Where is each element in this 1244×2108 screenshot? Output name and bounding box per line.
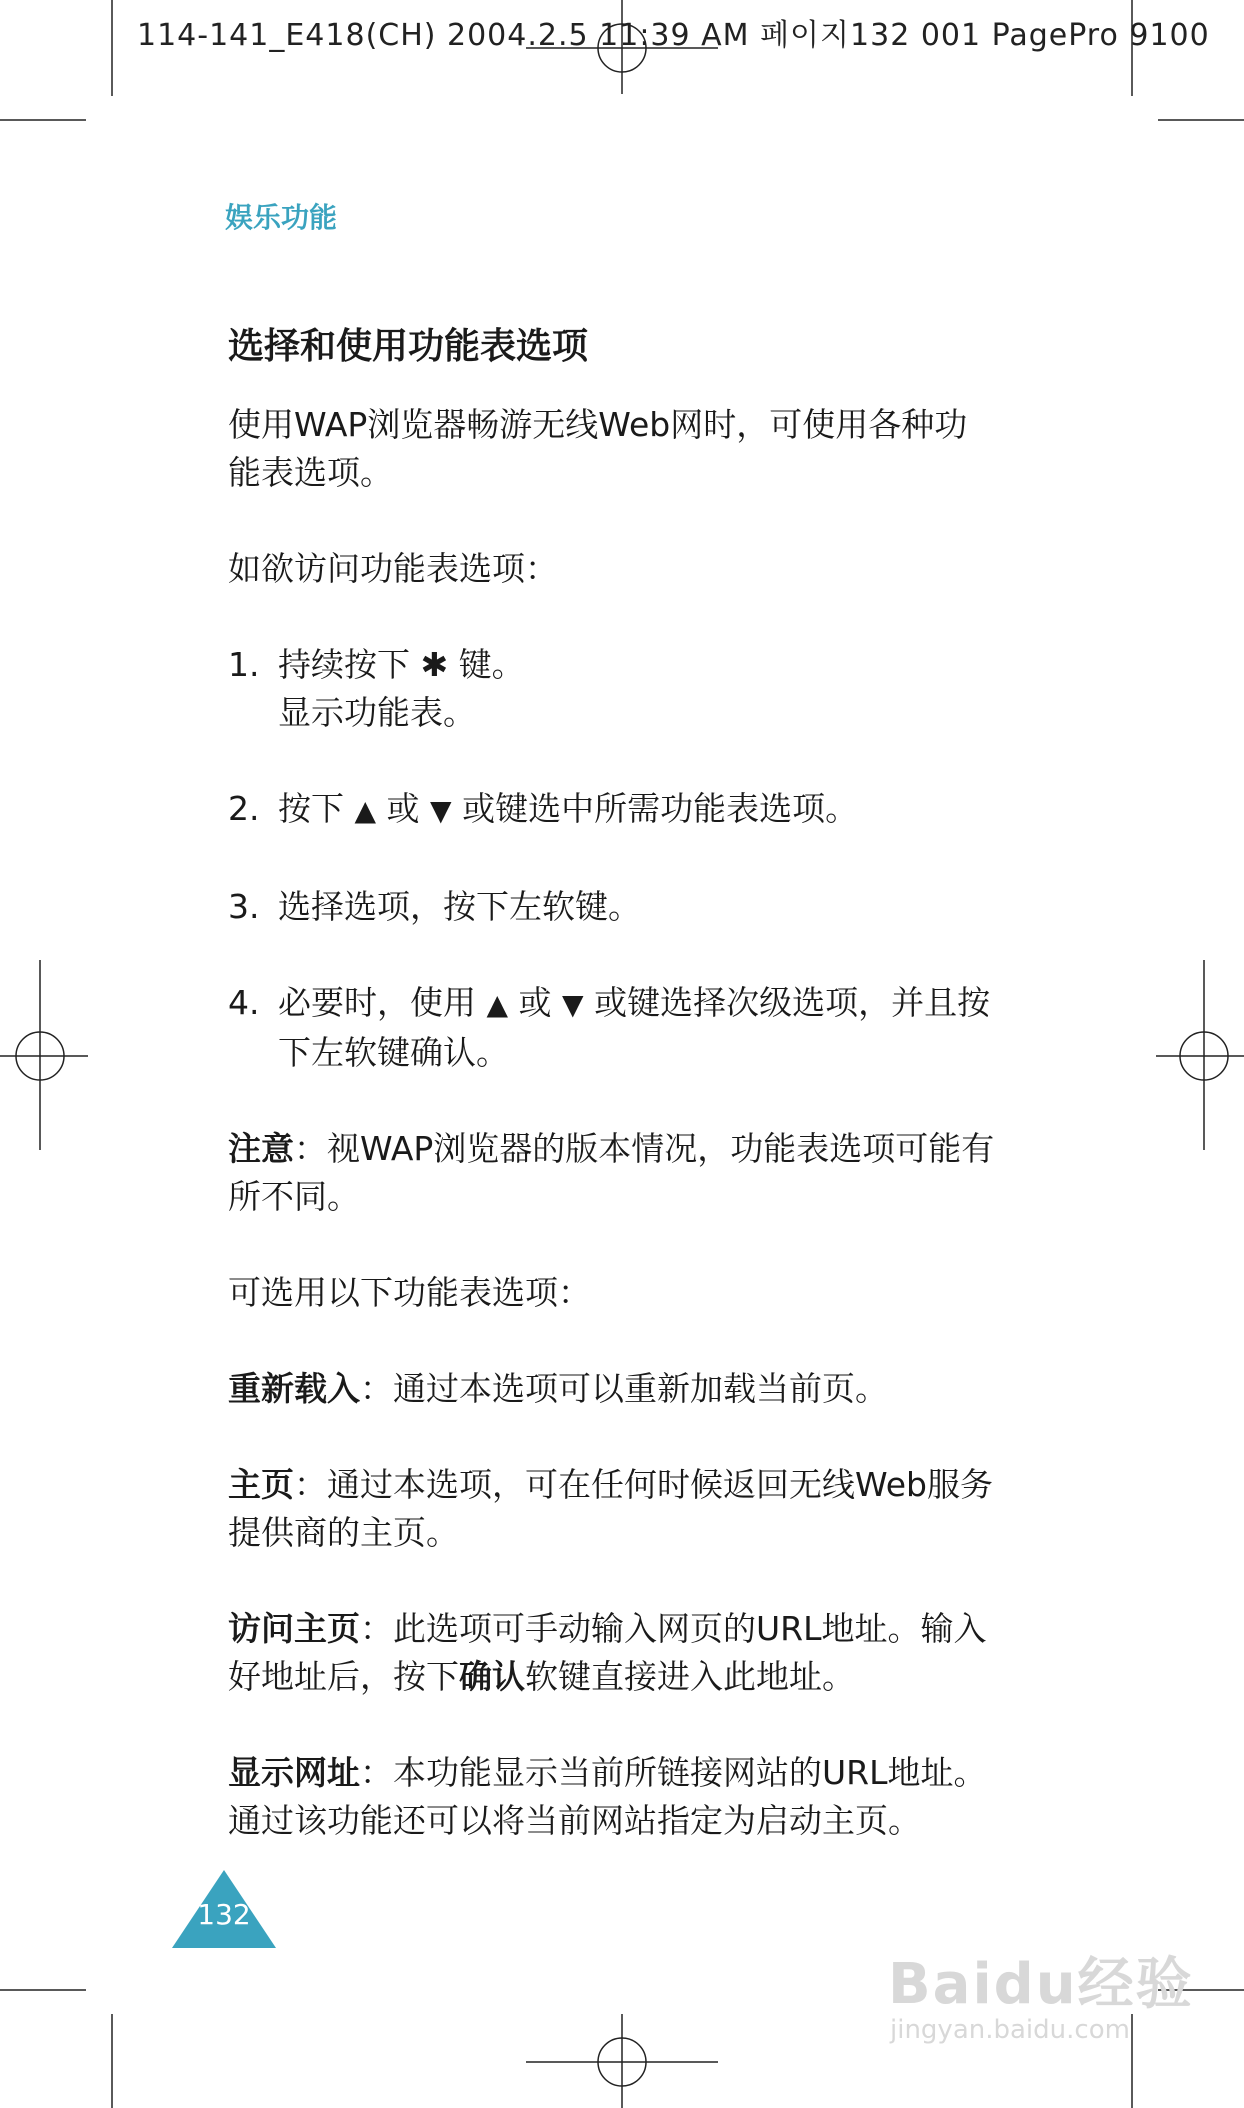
step-number: 4.: [228, 983, 260, 1022]
document-body: [228, 323, 998, 1893]
note-label: 注意: [228, 1129, 294, 1168]
intro-paragraph: 使用WAP浏览器畅游无线Web网时，可使用各种功能表选项。: [228, 405, 968, 492]
option-label: 重新载入: [228, 1369, 360, 1408]
step-text: 或: [386, 789, 420, 828]
option-text: ：此选项可手动输入网页的URL地址。输入好地址后，按下: [228, 1609, 987, 1696]
step-number: 1.: [228, 645, 260, 684]
option-reload: [228, 1365, 998, 1413]
step-number: 3.: [228, 887, 260, 926]
step-2: [228, 785, 998, 835]
step-text: 或键选择次级选项，并且按下左软键确认。: [278, 983, 991, 1072]
watermark-url: jingyan.baidu.com: [890, 2015, 1130, 2045]
confirm-label: 确认: [459, 1657, 525, 1696]
watermark: [888, 1952, 1194, 2045]
up-arrow-icon: ▲: [354, 794, 377, 827]
watermark-brand: Baidu经验: [888, 1952, 1194, 2017]
step-text: 选择选项，按下左软键。: [278, 887, 641, 926]
option-text: ：通过本选项，可在任何时候返回无线Web服务提供商的主页。: [228, 1465, 993, 1552]
page-title: 选择和使用功能表选项: [228, 326, 589, 367]
section-label: 娱乐功能: [225, 201, 338, 234]
option-text: ：本功能显示当前所链接网站的URL地址。通过该功能还可以将当前网站指定为启动主页。: [228, 1753, 987, 1840]
step-3: [228, 883, 998, 931]
step-text: 或: [518, 983, 552, 1022]
step-1: [228, 641, 998, 737]
step-text: 按下: [278, 789, 344, 828]
option-text: 软键直接进入此地址。: [525, 1657, 855, 1696]
page-number: 132: [197, 1898, 251, 1931]
up-arrow-icon: ▲: [486, 988, 509, 1021]
step-result: 显示功能表。: [278, 693, 476, 732]
available-options-paragraph: 可选用以下功能表选项：: [228, 1273, 591, 1312]
step-number: 2.: [228, 789, 260, 828]
step-text: 或键选中所需功能表选项。: [462, 789, 859, 828]
star-key-icon: ✱: [420, 645, 449, 684]
how-to-paragraph: 如欲访问功能表选项：: [228, 549, 558, 588]
step-4: [228, 979, 998, 1077]
step-text: 持续按下: [278, 645, 410, 684]
option-label: 主页: [228, 1465, 294, 1504]
option-label: 显示网址: [228, 1753, 360, 1792]
down-arrow-icon: ▼: [562, 988, 584, 1021]
step-text: 必要时，使用: [278, 983, 476, 1022]
note-paragraph: [228, 1125, 998, 1221]
step-text: 键。: [458, 645, 525, 684]
down-arrow-icon: ▼: [430, 794, 452, 827]
print-header: 114-141_E418(CH) 2004.2.5 11:39 AM 페이지132 001 PagePro 9100: [137, 18, 1210, 53]
option-show-url: [228, 1749, 998, 1845]
option-goto-url: [228, 1605, 998, 1701]
option-text: ：通过本选项可以重新加载当前页。: [360, 1369, 888, 1408]
option-label: 访问主页: [228, 1609, 360, 1648]
note-text: ：视WAP浏览器的版本情况，功能表选项可能有所不同。: [228, 1129, 995, 1216]
option-home: [228, 1461, 998, 1557]
